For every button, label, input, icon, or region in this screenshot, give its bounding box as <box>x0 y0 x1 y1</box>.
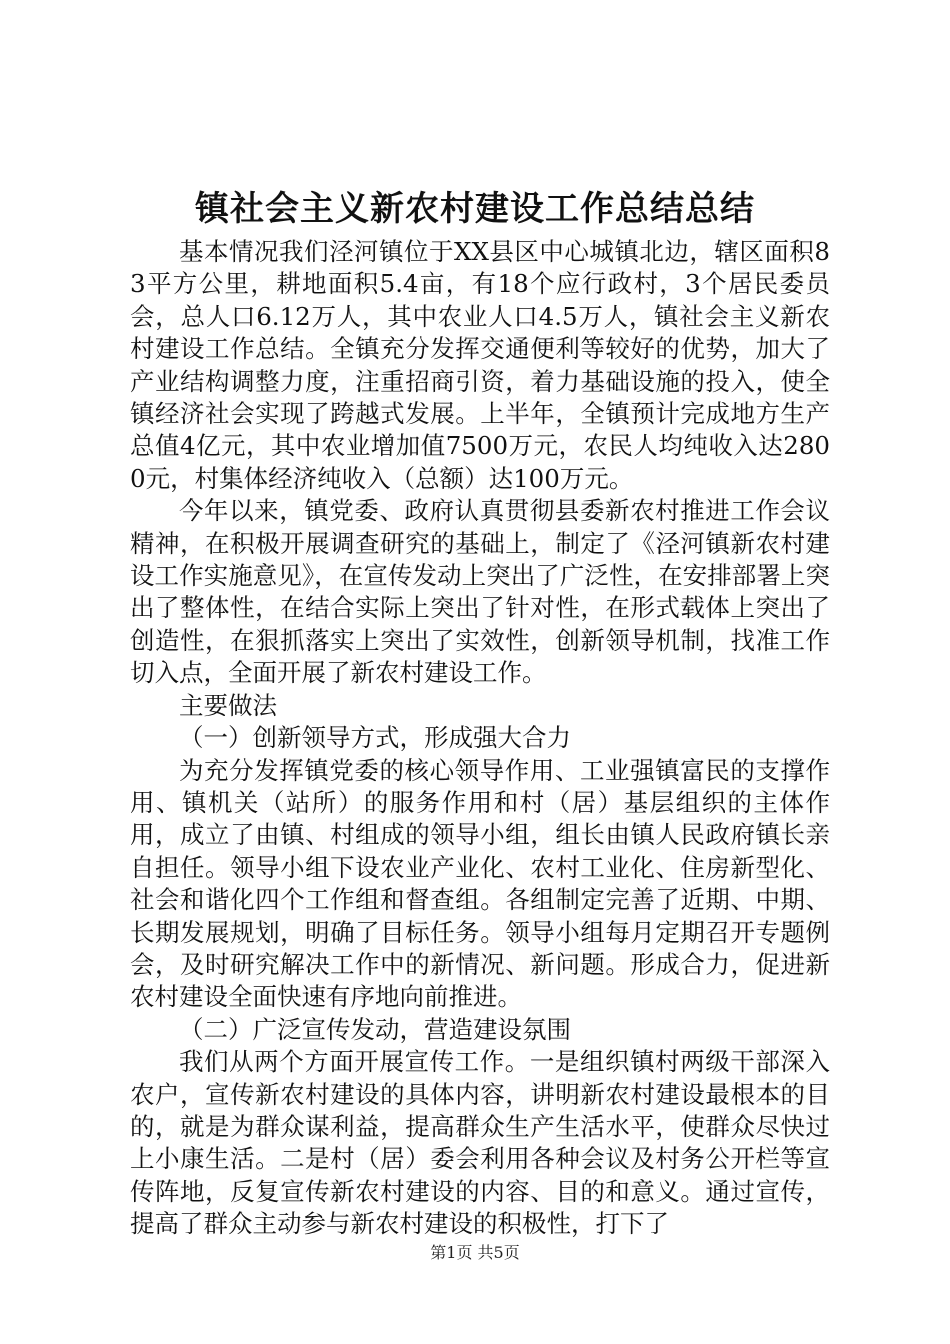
page-number-footer: 第1页 共5页 <box>430 1243 520 1262</box>
subsection-heading-1: （一）创新领导方式，形成强大合力 <box>179 723 571 753</box>
document-body <box>130 236 830 1241</box>
paragraph-publicity: 我们从两个方面开展宣传工作。一是组织镇村两级干部深入农户，宣传新农村建设的具体内容，讲明新农村建设最根本的目的，就是为群众谋利益，提高群众生产生活水平，使群众尽快过上小康生活。二是村（居）委会利用各种会议及村务公开栏等宣传阵地，反复宣传新农村建设的内容、目的和意义。通过宣传，提高了群众主动参与新农村建设的积极性，打下了 <box>130 1047 830 1239</box>
paragraph-leadership: 为充分发挥镇党委的核心领导作用、工业强镇富民的支撑作用、镇机关（站所）的服务作用和村（居）基层组织的主体作用，成立了由镇、村组成的领导小组，组长由镇人民政府镇长亲自担任。领导小组下设农业产业化、农村工业化、住房新型化、社会和谐化四个工作组和督查组。各组制定完善了近期、中期、长期发展规划，明确了目标任务。领导小组每月定期召开专题例会，及时研究解决工作中的新情况、新问题。形成合力，促进新农村建设全面快速有序地向前推进。 <box>130 755 830 1012</box>
paragraph-basic-situation: 基本情况我们泾河镇位于XX县区中心城镇北边，辖区面积83平方公里，耕地面积5.4亩，有18个应行政村，3个居民委员会，总人口6.12万人，其中农业人口4.5万人，镇社会主义新农村建设工作总结。全镇充分发挥交通便利等较好的优势，加大了产业结构调整力度，注重招商引资，着力基础设施的投入，使全镇经济社会实现了跨越式发展。上半年，全镇预计完成地方生产总值4亿元，其中农业增加值7500万元，农民人均纯收入达2800元，村集体经济纯收入（总额）达100万元。 <box>130 237 830 493</box>
paragraph-this-year: 今年以来，镇党委、政府认真贯彻县委新农村推进工作会议精神，在积极开展调查研究的基础上，制定了《泾河镇新农村建设工作实施意见》，在宣传发动上突出了广泛性，在安排部署上突出了整体性，在结合实际上突出了针对性，在形式载体上突出了创造性，在狠抓落实上突出了实效性，创新领导机制，找准工作切入点，全面开展了新农村建设工作。 <box>130 496 830 688</box>
section-heading-main-practices: 主要做法 <box>179 690 277 720</box>
subsection-heading-2: （二）广泛宣传发动，营造建设氛围 <box>179 1014 571 1044</box>
document-title: 镇社会主义新农村建设工作总结总结 <box>195 189 755 229</box>
